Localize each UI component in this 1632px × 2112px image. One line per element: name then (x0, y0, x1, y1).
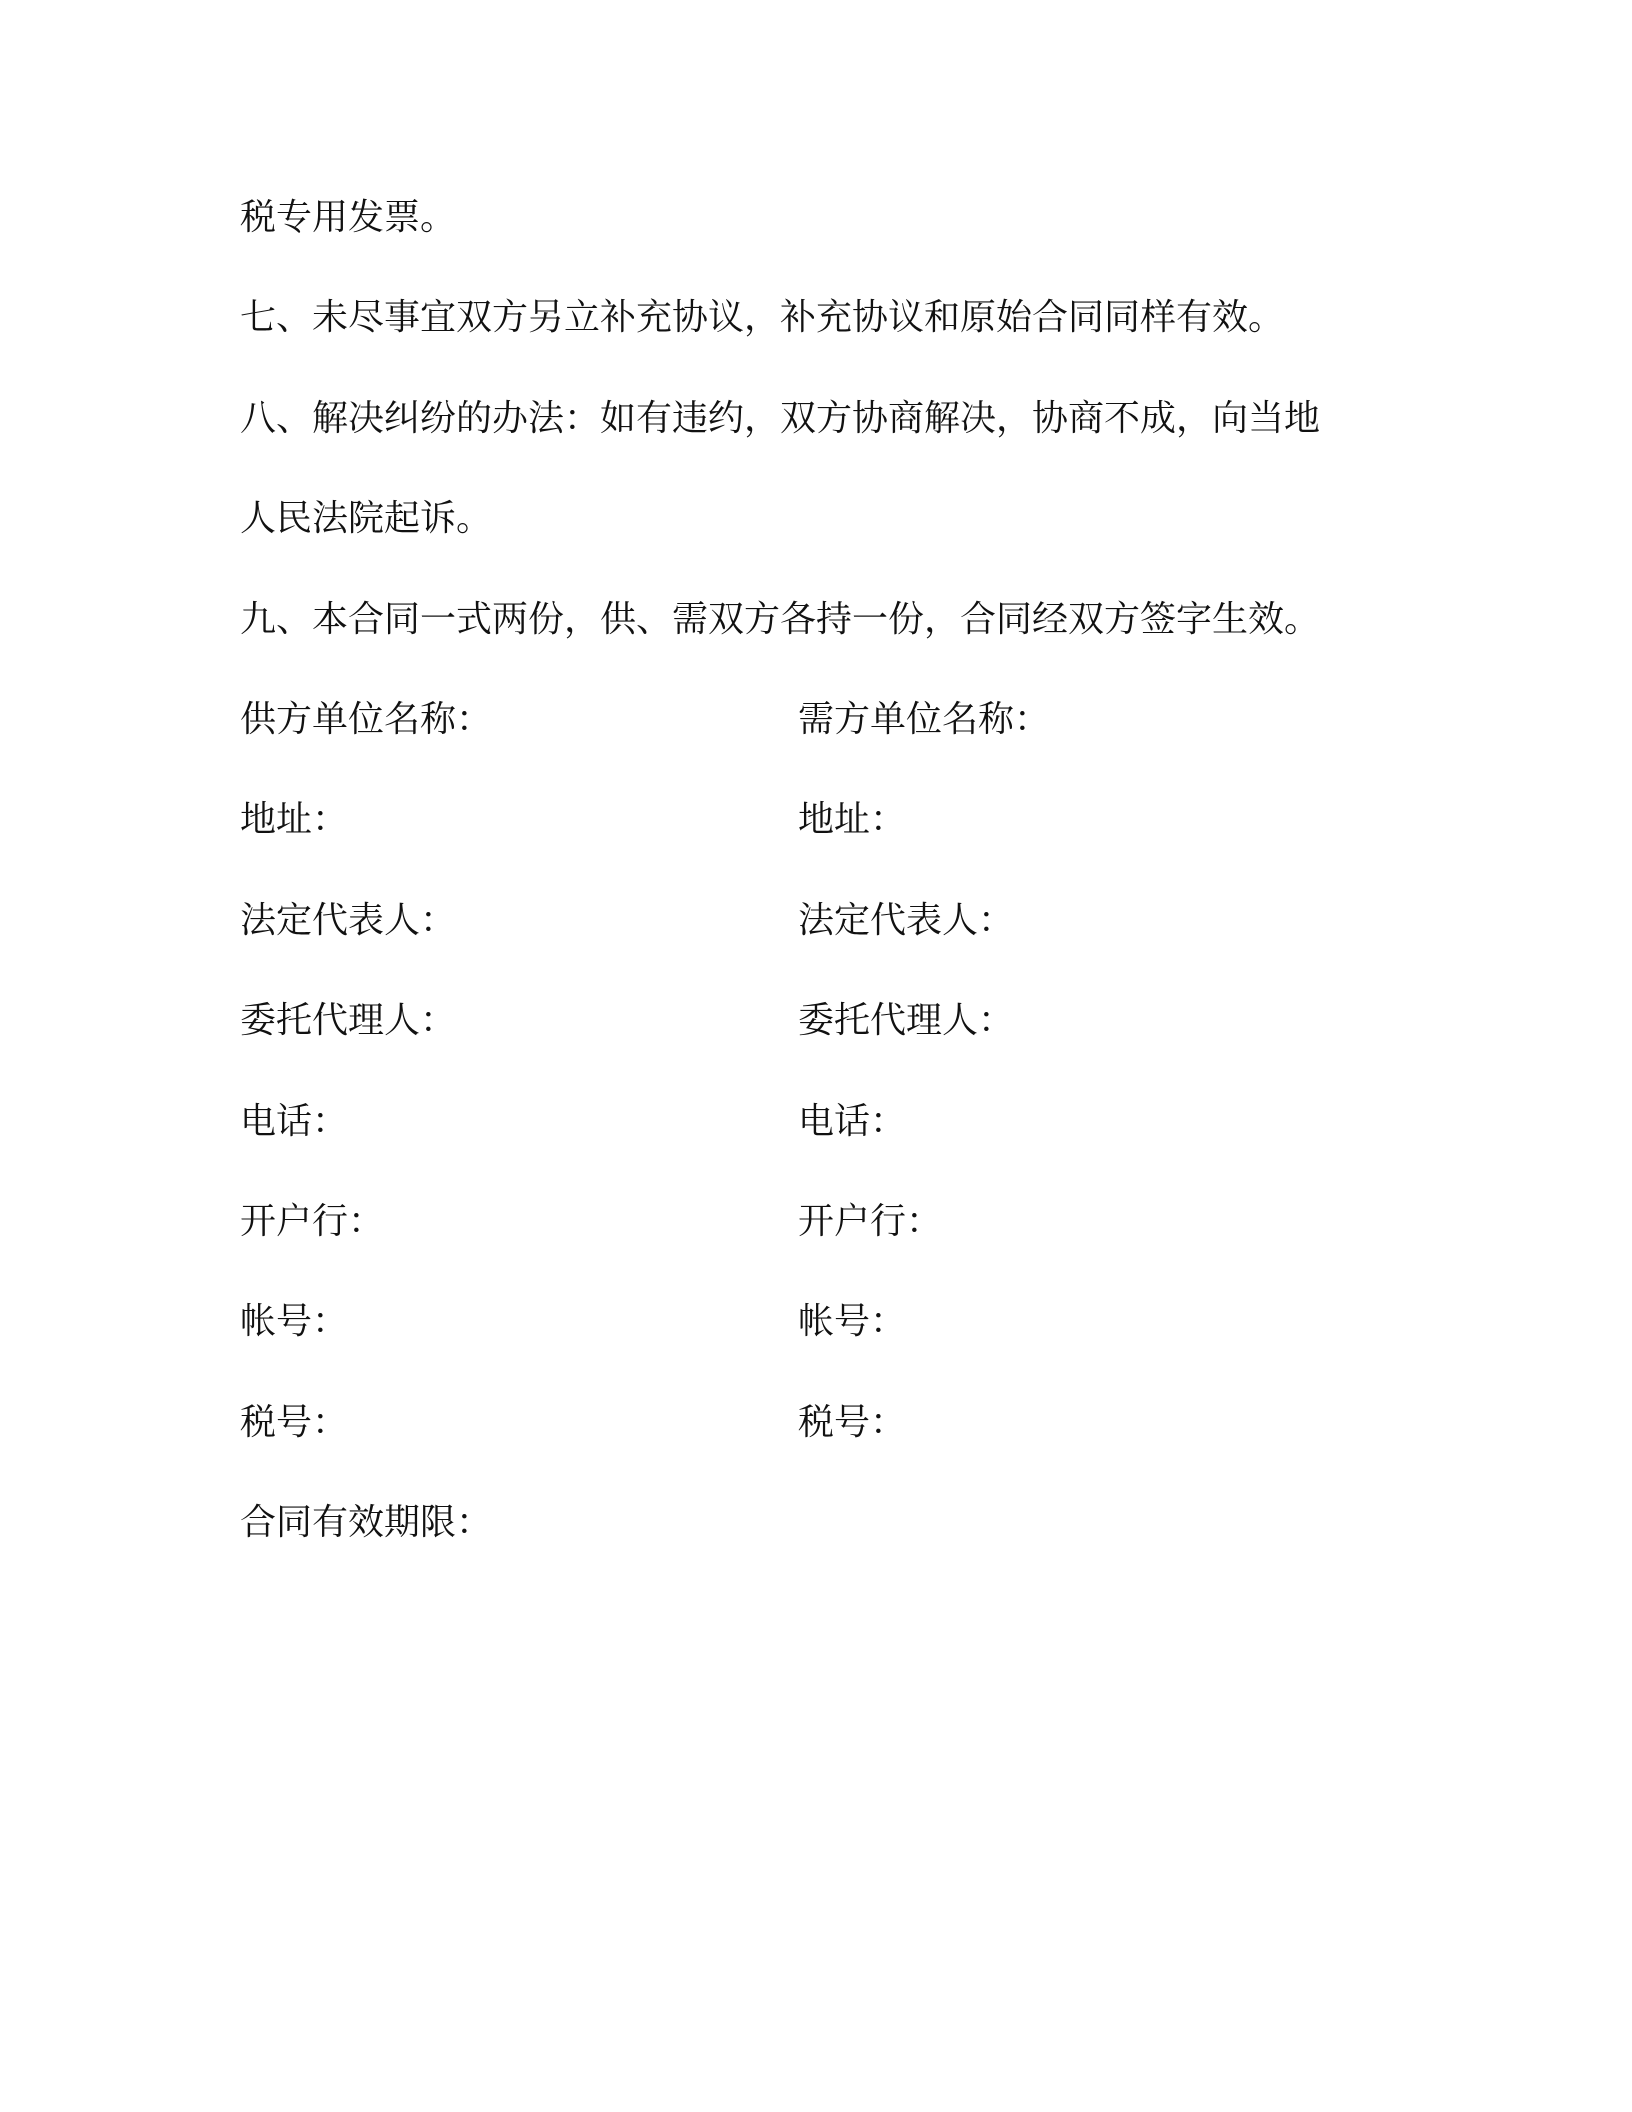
clause-seven: 七、未尽事宜双方另立补充协议，补充协议和原始合同同样有效。 (240, 297, 1285, 338)
supplier-agent-label: 委托代理人： (240, 1000, 457, 1041)
buyer-address-label: 地址： (798, 799, 907, 840)
supplier-tax-id-label: 税号： (240, 1402, 349, 1443)
supplier-name-label: 供方单位名称： (240, 699, 493, 740)
buyer-bank-label: 开户行： (798, 1201, 943, 1242)
supplier-phone-label: 电话： (240, 1101, 349, 1142)
clause-eight: 八、解决纠纷的办法：如有违约，双方协商解决，协商不成，向当地 (240, 398, 1321, 439)
buyer-phone-label: 电话： (798, 1101, 907, 1142)
supplier-bank-label: 开户行： (240, 1201, 385, 1242)
buyer-tax-id-label: 税号： (798, 1402, 907, 1443)
buyer-name-label: 需方单位名称： (798, 699, 1051, 740)
supplier-account-label: 帐号： (240, 1301, 349, 1342)
paragraph-continuation: 税专用发票。 (240, 197, 457, 238)
supplier-address-label: 地址： (240, 799, 349, 840)
buyer-account-label: 帐号： (798, 1301, 907, 1342)
clause-eight-continued: 人民法院起诉。 (240, 498, 493, 539)
buyer-agent-label: 委托代理人： (798, 1000, 1015, 1041)
clause-nine: 九、本合同一式两份，供、需双方各持一份，合同经双方签字生效。 (240, 599, 1321, 640)
supplier-legal-rep-label: 法定代表人： (240, 900, 457, 941)
buyer-legal-rep-label: 法定代表人： (798, 900, 1015, 941)
contract-validity-label: 合同有效期限： (240, 1502, 493, 1543)
